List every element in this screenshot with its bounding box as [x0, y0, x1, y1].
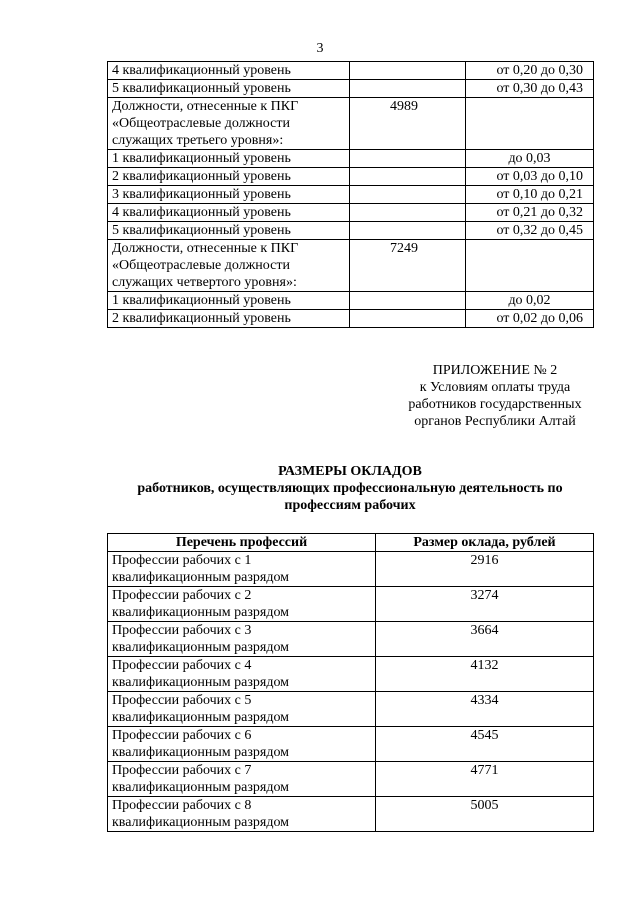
profession-name: Профессии рабочих с 4 квалификационным разрядом — [108, 657, 376, 692]
appendix-header — [380, 362, 610, 430]
row-coefficient-range: от 0,20 до 0,30 — [466, 62, 594, 80]
appendix-ref-line-1: к Условиям оплаты труда — [419, 380, 571, 395]
appendix-number: ПРИЛОЖЕНИЕ № 2 — [432, 363, 558, 378]
table-row — [108, 62, 594, 80]
salary-value: 3274 — [376, 587, 594, 622]
salary-value: 4545 — [376, 727, 594, 762]
row-name: 1 квалификационный уровень — [108, 150, 350, 168]
profession-name: Профессии рабочих с 5 квалификационным разрядом — [108, 692, 376, 727]
table-row — [108, 657, 594, 692]
table-row — [108, 80, 594, 98]
row-salary — [350, 80, 466, 98]
appendix-ref-line-2: работников государственных — [408, 397, 582, 412]
row-name: 4 квалификационный уровень — [108, 62, 350, 80]
table-row — [108, 150, 594, 168]
table-row — [108, 98, 594, 150]
page-number: 3 — [316, 41, 324, 56]
profession-name: Профессии рабочих с 8 квалификационным разрядом — [108, 797, 376, 832]
title-line-3: профессиям рабочих — [284, 498, 416, 513]
row-name: 4 квалификационный уровень — [108, 204, 350, 222]
profession-name: Профессии рабочих с 3 квалификационным разрядом — [108, 622, 376, 657]
table-row — [108, 727, 594, 762]
row-name: 2 квалификационный уровень — [108, 168, 350, 186]
table-row — [108, 552, 594, 587]
column-header-salary: Размер оклада, рублей — [376, 534, 594, 552]
row-coefficient-range: до 0,03 — [466, 150, 594, 168]
row-salary — [350, 292, 466, 310]
title-line-1: РАЗМЕРЫ ОКЛАДОВ — [278, 464, 422, 479]
row-name: 3 квалификационный уровень — [108, 186, 350, 204]
row-coefficient-range — [466, 240, 594, 292]
salary-value: 5005 — [376, 797, 594, 832]
row-salary: 7249 — [350, 240, 466, 292]
row-salary — [350, 310, 466, 328]
row-coefficient-range: от 0,30 до 0,43 — [466, 80, 594, 98]
table-row — [108, 622, 594, 657]
table-row — [108, 587, 594, 622]
row-coefficient-range: от 0,02 до 0,06 — [466, 310, 594, 328]
row-salary: 4989 — [350, 98, 466, 150]
table-row — [108, 310, 594, 328]
row-salary — [350, 204, 466, 222]
profession-name: Профессии рабочих с 1 квалификационным разрядом — [108, 552, 376, 587]
table-row — [108, 168, 594, 186]
row-name: 5 квалификационный уровень — [108, 80, 350, 98]
table-row — [108, 240, 594, 292]
salary-value: 4334 — [376, 692, 594, 727]
column-header-professions: Перечень профессий — [108, 534, 376, 552]
profession-name: Профессии рабочих с 2 квалификационным разрядом — [108, 587, 376, 622]
table-row — [108, 222, 594, 240]
qualification-coefficients-table — [107, 61, 594, 328]
document-title — [100, 463, 600, 514]
profession-name: Профессии рабочих с 7 квалификационным разрядом — [108, 762, 376, 797]
row-name: 1 квалификационный уровень — [108, 292, 350, 310]
row-name: 2 квалификационный уровень — [108, 310, 350, 328]
salary-value: 4132 — [376, 657, 594, 692]
row-coefficient-range: от 0,32 до 0,45 — [466, 222, 594, 240]
appendix-ref-line-3: органов Республики Алтай — [414, 414, 576, 429]
row-coefficient-range: от 0,21 до 0,32 — [466, 204, 594, 222]
row-coefficient-range: от 0,03 до 0,10 — [466, 168, 594, 186]
worker-salary-table — [107, 533, 594, 832]
row-salary — [350, 150, 466, 168]
table-header-row — [108, 534, 594, 552]
table-row — [108, 292, 594, 310]
table-row — [108, 186, 594, 204]
table-row — [108, 692, 594, 727]
row-salary — [350, 62, 466, 80]
title-line-2: работников, осуществляющих профессиональную деятельность по — [137, 481, 563, 496]
salary-value: 2916 — [376, 552, 594, 587]
row-salary — [350, 222, 466, 240]
profession-name: Профессии рабочих с 6 квалификационным разрядом — [108, 727, 376, 762]
salary-value: 4771 — [376, 762, 594, 797]
row-coefficient-range: от 0,10 до 0,21 — [466, 186, 594, 204]
row-name: 5 квалификационный уровень — [108, 222, 350, 240]
row-name: Должности, отнесенные к ПКГ «Общеотраслевые должности служащих четвертого уровня»: — [108, 240, 350, 292]
row-salary — [350, 168, 466, 186]
row-name: Должности, отнесенные к ПКГ «Общеотраслевые должности служащих третьего уровня»: — [108, 98, 350, 150]
salary-value: 3664 — [376, 622, 594, 657]
row-coefficient-range: до 0,02 — [466, 292, 594, 310]
row-salary — [350, 186, 466, 204]
table-row — [108, 762, 594, 797]
table-row — [108, 797, 594, 832]
row-coefficient-range — [466, 98, 594, 150]
table-row — [108, 204, 594, 222]
